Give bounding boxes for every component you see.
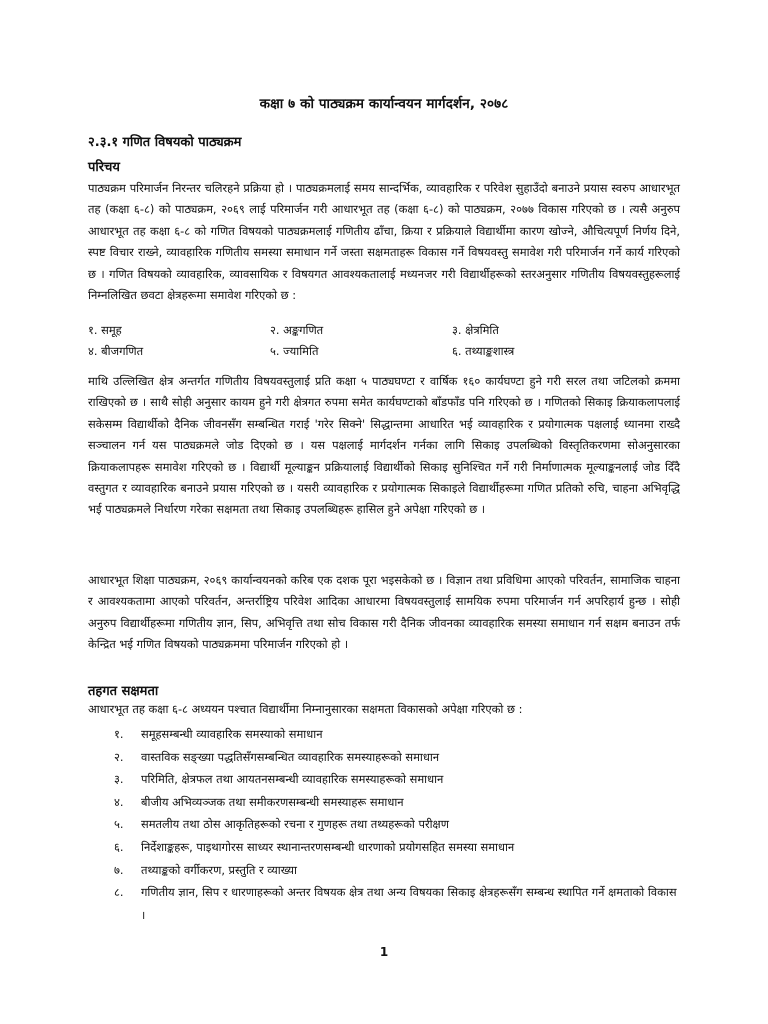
competency-list [114, 723, 684, 926]
page-title: कक्षा ७ को पाठ्यक्रम कार्यान्वयन मार्गदर्शन, २०७८ [259, 96, 509, 112]
paragraph-revision-context: आधारभूत शिक्षा पाठ्यक्रम, २०६९ कार्यान्वयनको करिब एक दशक पूरा भइसकेको छ । विज्ञान तथा प्रविधिमा आएको परिवर्तन, सामाजिक चाहना र आवश्यकतामा आएको परिवर्तन, अन्तर्राष्ट्रिय परिवेश आदिका आधारमा विषयवस्तुलाई सामयिक रुपमा परिमार्जन गर्न अपरिहार्य हुन्छ । सोही अनुरुप विद्यार्थीहरूमा गणितीय ज्ञान, सिप, अभिवृत्ति तथा सोच विकास गरी दैनिक जीवनका व्यावहारिक समस्या समाधान गर्न सक्षम बनाउन तर्फ केन्द्रित भई गणित विषयको पाठ्यक्रममा परिमार्जन गरिएको हो । [88, 573, 680, 652]
list-item [114, 859, 684, 882]
content-area-item: १. समूह [88, 323, 122, 337]
list-item-text: तथ्याङ्कको वर्गीकरण, प्रस्तुति र व्याख्या [141, 862, 297, 877]
list-item-number: १. [114, 727, 124, 741]
list-item [114, 836, 684, 859]
content-area-item: २. अङ्कगणित [270, 323, 324, 337]
list-item-text: समूहसम्बन्धी व्यावहारिक समस्याको समाधान [141, 727, 323, 741]
list-item-number: ८. [114, 885, 124, 900]
content-area-item: ३. क्षेत्रमिति [452, 323, 499, 337]
content-area-item: ४. बीजगणित [88, 344, 144, 358]
list-item [114, 746, 684, 769]
list-item [114, 881, 684, 926]
intro-heading: परिचय [88, 160, 120, 175]
list-item-number: ३. [114, 772, 124, 787]
list-item-text: समतलीय तथा ठोस आकृतिहरूको रचना र गुणहरू तथा तथ्यहरूको परीक्षण [141, 817, 449, 832]
list-item-number: ७. [114, 862, 124, 877]
paragraph-curriculum-hours: माथि उल्लिखित क्षेत्र अन्तर्गत गणितीय विषयवस्तुलाई प्रति कक्षा ५ पाठ्यघण्टा र वार्षिक १६० कार्यघण्टा हुने गरी सरल तथा जटिलको क्रममा राखिएको छ । साथै सोही अनुसार कायम हुने गरी क्षेत्रगत रुपमा समेत कार्यघण्टाको बाँडफाँड पनि गरिएको छ । गणितको सिकाइ क्रियाकलापलाई सकेसम्म विद्यार्थीको दैनिक जीवनसँग सम्बन्धित गराई 'गरेर सिक्ने' सिद्धान्तमा आधारित भई व्यावहारिक र प्रयोगात्मक पक्षलाई ध्यानमा राख्दै सञ्चालन गर्न यस पाठ्यक्रमले जोड दिएको छ । यस पक्षलाई मार्गदर्शन गर्नका लागि सिकाइ उपलब्धिको विस्तृतिकरणमा सोअनुसारका क्रियाकलापहरू समावेश गरिएको छ । विद्यार्थी मूल्याङ्कन प्रक्रियालाई विद्यार्थीको सिकाइ सुनिश्चित गर्ने गरी निर्माणात्मक मूल्याङ्कनलाई जोड दिँदै वस्तुगत र व्यावहारिक बनाउने प्रयास गरिएको छ । यसरी व्यावहारिक र प्रयोगात्मक सिकाइले विद्यार्थीहरूमा गणित प्रतिको रुचि, चाहना अभिवृद्धि भई पाठ्यक्रमले निर्धारण गरेका सक्षमता तथा सिकाइ उपलब्धिहरू हासिल हुने अपेक्षा गरिएको छ । [88, 374, 680, 517]
list-item-number: ४. [114, 794, 124, 809]
content-area-item: ५. ज्यामिति [270, 344, 319, 358]
list-item-text: निर्देशाङ्कहरू, पाइथागोरस साध्यर स्थानान्तरणसम्बन्धी धारणाको प्रयोगसहित समस्या समाधान [141, 839, 515, 854]
section-heading: २.३.१ गणित विषयको पाठ्यक्रम [88, 135, 242, 150]
list-item [114, 768, 684, 791]
list-item-number: ६. [114, 839, 124, 854]
page-number: 1 [379, 945, 389, 959]
list-item-number: ५. [114, 817, 124, 832]
content-area-item: ६. तथ्याङ्कशास्त्र [452, 344, 515, 358]
list-item-number: २. [114, 749, 124, 764]
list-item [114, 813, 684, 836]
list-item [114, 723, 684, 746]
competency-intro: आधारभूत तह कक्षा ६-८ अध्ययन पश्चात विद्यार्थीमा निम्नानुसारका सक्षमता विकासको अपेक्षा गरिएको छ : [88, 702, 523, 716]
content-areas-list [88, 320, 688, 362]
list-item-text: वास्तविक सङ्ख्या पद्धतिसँगसम्बन्धित व्यावहारिक समस्याहरूको समाधान [141, 749, 440, 764]
intro-paragraph: पाठ्यक्रम परिमार्जन निरन्तर चलिरहने प्रक्रिया हो । पाठ्यक्रमलाई समय सान्दर्भिक, व्यावहारिक र परिवेश सुहाउँदो बनाउने प्रयास स्वरुप आधारभूत तह (कक्षा ६-८) को पाठ्यक्रम, २०६९ लाई परिमार्जन गरी आधारभूत तह (कक्षा ६-८) को पाठ्यक्रम, २०७७ विकास गरिएको छ । त्यसै अनुरुप आधारभूत तह कक्षा ६-८ को गणित विषयको पाठ्यक्रमलाई गणितीय ढाँचा, क्रिया र प्रक्रियाले विद्यार्थीमा कारण खोज्ने, औचित्यपूर्ण निर्णय दिने, स्पष्ट विचार राख्ने, व्यावहारिक गणितीय समस्या समाधान गर्ने जस्ता सक्षमताहरू विकास गर्ने विषयवस्तु समावेश गरी परिमार्जन गर्ने कार्य गरिएको छ । गणित विषयको व्यावहारिक, व्यावसायिक र विषयगत आवश्यकतालाई मध्यनजर गरी विद्यार्थीहरूको स्तरअनुसार गणितीय विषयवस्तुहरूलाई निम्नलिखित छवटा क्षेत्रहरूमा समावेश गरिएको छ : [88, 181, 680, 303]
list-item-text: परिमिति, क्षेत्रफल तथा आयतनसम्बन्धी व्यावहारिक समस्याहरूको समाधान [141, 772, 444, 787]
list-item-text: गणितीय ज्ञान, सिप र धारणाहरूको अन्तर विषयक क्षेत्र तथा अन्य विषयका सिकाइ क्षेत्रहरूसँग सम्बन्ध स्थापित गर्ने क्षमताको विकास । [141, 885, 677, 922]
list-item [114, 791, 684, 814]
list-item-text: बीजीय अभिव्यञ्जक तथा समीकरणसम्बन्धी समस्याहरू समाधान [141, 794, 404, 809]
competency-heading: तहगत सक्षमता [88, 684, 159, 699]
